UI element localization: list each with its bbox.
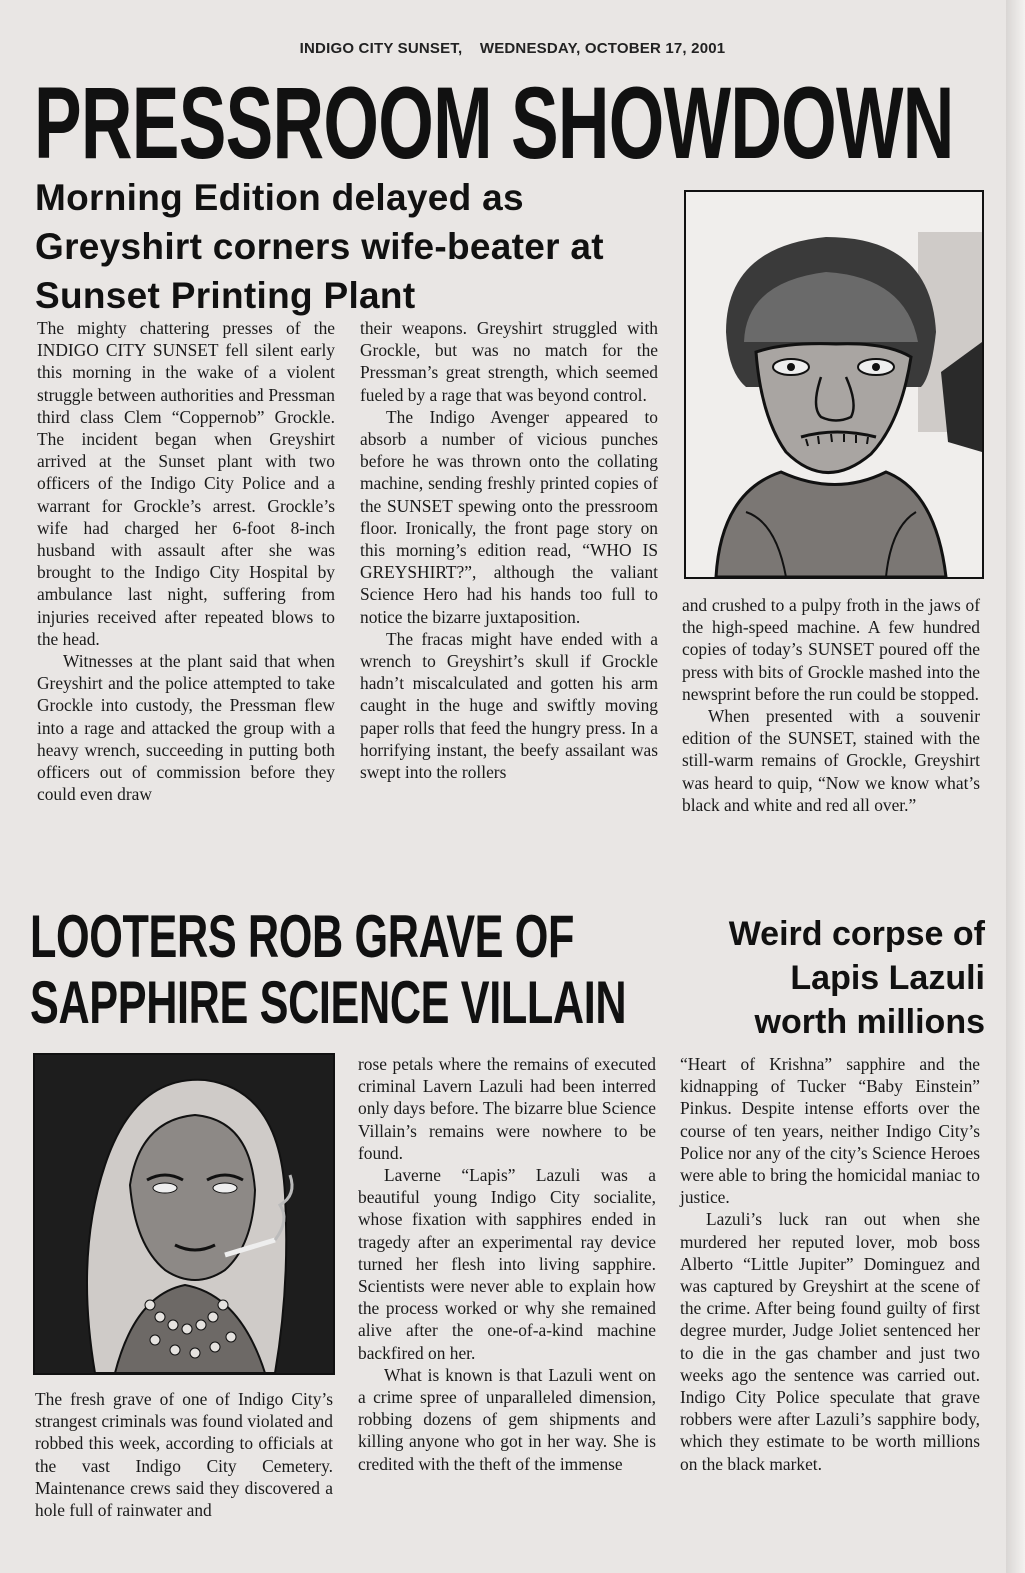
story1-headline: PRESSROOM SHOWDOWN	[34, 66, 954, 180]
story2-column-2	[358, 1053, 656, 1475]
story1-column-1	[37, 317, 335, 805]
grockle-illustration	[686, 192, 982, 577]
story1-subhead: Morning Edition delayed as Greyshirt corners wife-beater at Sunset Printing Plant	[35, 177, 604, 316]
story1-paragraph: The Indigo Avenger appeared to absorb a number of vicious punches before he was thrown onto the collating machine, sending freshly printed copies of the SUNSET spewing onto the pressroom floor. Ironically, the front page story on this morning’s edition read, “WHO IS GREYSHIRT?”, although the valiant Science Hero had his hands too full to notice the bizarre juxtaposition.	[360, 406, 658, 627]
story1-paragraph: The fracas might have ended with a wrench to Greyshirt’s skull if Grockle hadn’t miscalculated and gotten his arm caught in the huge and swiftly moving paper rolls that feed the hungry press. In a horrifying instant, the beefy assailant was swept into the rollers	[360, 628, 658, 783]
dateline: INDIGO CITY SUNSET, WEDNESDAY, OCTOBER 17, 2001	[299, 40, 726, 57]
story2-column-1	[35, 1388, 333, 1521]
story2-column-3	[680, 1053, 980, 1475]
story2-headline-line: LOOTERS ROB GRAVE OF	[30, 903, 575, 970]
story1-paragraph: and crushed to a pulpy froth in the jaws of the high-speed machine. A few hundred copies of today’s SUNSET poured off the press with bits of Grockle mashed into the newsprint before the run could be stopped.	[682, 595, 980, 704]
story1-column-3	[682, 594, 980, 816]
story1-column-2	[360, 317, 658, 783]
story2-headline-line: SAPPHIRE SCIENCE VILLAIN	[30, 969, 627, 1036]
story2-headline	[30, 904, 626, 1036]
lapis-lazuli-illustration	[35, 1055, 333, 1373]
story1-paragraph: their weapons. Greyshirt struggled with Grockle, but was no match for the Pressman’s great strength, which seemed fueled by a rage that was beyond control.	[360, 318, 658, 405]
story2-paragraph: The fresh grave of one of Indigo City’s strangest criminals was found violated and robbed this week, according to officials at the vast Indigo City Cemetery. Maintenance crews said they discovered a hole full of rainwater and	[35, 1389, 333, 1521]
story2-paragraph: rose petals where the remains of executed criminal Lavern Lazuli had been interred only days before. The bizarre blue Science Villain’s remains were nowhere to be found.	[358, 1054, 656, 1163]
story1-paragraph: Witnesses at the plant said that when Greyshirt and the police attempted to take Grockle into custody, the Pressman flew into a rage and attacked the group with a heavy wrench, succeeding in putting both officers out of commission before they could even draw	[37, 651, 335, 805]
story2-paragraph: Lazuli’s luck ran out when she murdered her reputed lover, mob boss Alberto “Little Jupiter” Dominguez and was captured by Greyshirt at the scene of the crime. After being found guilty of first degree murder, Judge Joliet sentenced her to die in the gas chamber and just two weeks ago the sentence was carried out. Indigo City Police speculate that grave robbers were after Lazuli’s sapphire body, which they estimate to be worth millions on the black market.	[680, 1209, 980, 1474]
story2-paragraph: Laverne “Lapis” Lazuli was a beautiful young Indigo City socialite, whose fixation with sapphires ended in tragedy after an experimental ray device turned her flesh into living sapphire. Scientists were never able to explain how the process worked or why she remained alive after the one-of-a-kind machine backfired on her.	[358, 1165, 656, 1363]
story2-subhead: Weird corpse of Lapis Lazuli worth millions	[728, 915, 985, 1041]
grockle-photo	[684, 190, 984, 579]
story2-paragraph: What is known is that Lazuli went on a crime spree of unparalleled dimension, robbing dozens of gem shipments and killing anyone who got in her way. She is credited with the theft of the immense	[358, 1364, 656, 1474]
lapis-lazuli-photo	[33, 1053, 335, 1375]
story1-paragraph: The mighty chattering presses of the INDIGO CITY SUNSET fell silent early this morning in the wake of a violent struggle between authorities and Pressman third class Clem “Coppernob” Grockle. The incident began when Greyshirt arrived at the Sunset plant with two officers of the Indigo City Police and a warrant for Grockle’s arrest. Grockle’s wife had charged her 6-foot 8-inch husband with assault after she was brought to the Indigo City Hospital by ambulance last night, suffering from injuries received after repeated blows to the head.	[37, 318, 335, 649]
story2-paragraph: “Heart of Krishna” sapphire and the kidnapping of Tucker “Baby Einstein” Pinkus. Despite intense efforts over the course of ten years, neither Indigo City’s Police nor any of the city’s Science Heroes were able to bring the homicidal maniac to justice.	[680, 1054, 980, 1208]
story1-paragraph: When presented with a souvenir edition of the SUNSET, stained with the still-warm remains of Grockle, Greyshirt was heard to quip, “Now we know what’s black and white and red all over.”	[682, 706, 980, 815]
page-binding-gutter	[1006, 0, 1025, 1573]
